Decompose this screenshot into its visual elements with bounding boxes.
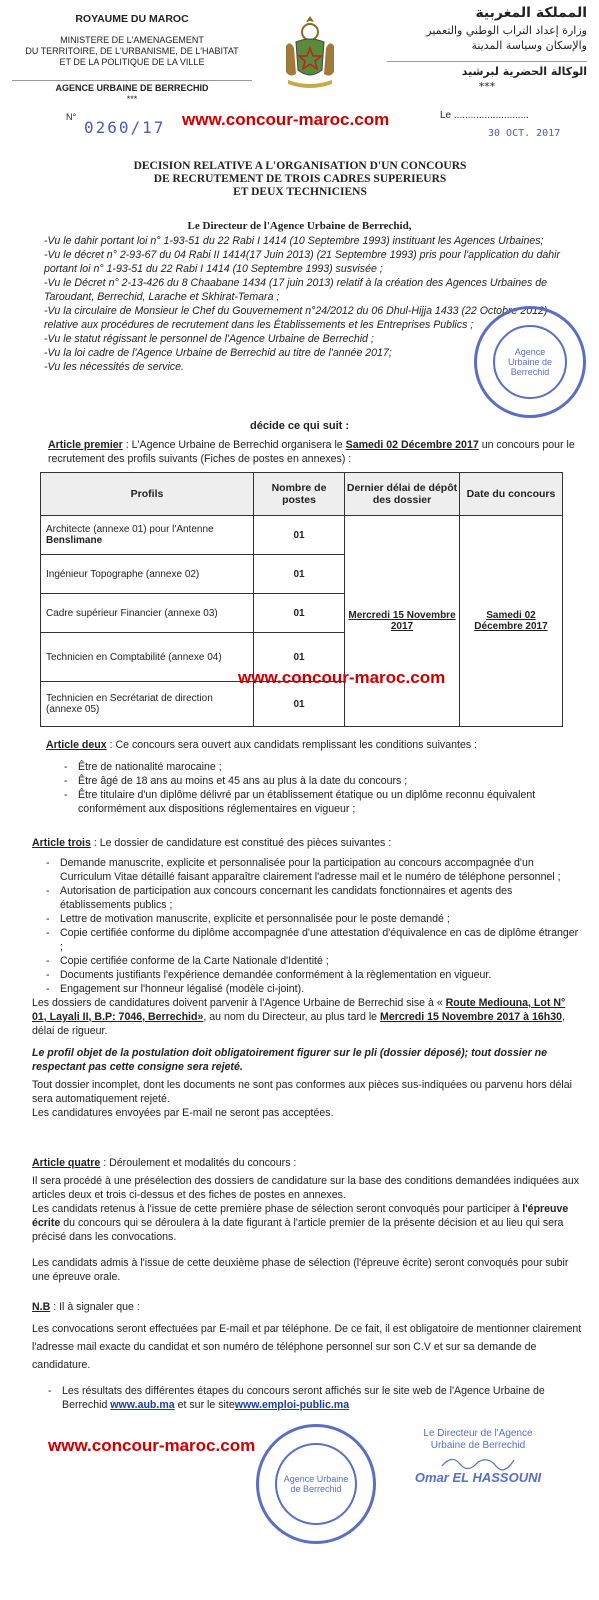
list-item: - Lettre de motivation manuscrite, explicite et personnalisée pour le poste demandé ; <box>46 912 582 926</box>
reference-number: 0260/17 <box>84 118 166 137</box>
profile-name: Cadre supérieur Financier (annexe 03) <box>41 594 254 633</box>
postes-cell: 01 <box>254 633 345 682</box>
article-deux-label: Article deux <box>46 739 107 751</box>
list-item: - Demande manuscrite, explicite et personnalisée pour la participation au concours accompagnée d'un Curriculum Vitae détaillé faisant apparaître clairement l'adresse mail et le numéro de téléphone personnel ; <box>46 856 582 884</box>
list-item: - Être de nationalité marocaine ; <box>64 760 580 774</box>
concours-date-cell: Samedi 02 Décembre 2017 <box>460 516 563 727</box>
decide-heading: décide ce qui suit : <box>249 420 350 432</box>
signature-scribble-icon <box>438 1452 518 1472</box>
profile-name: Architecte (annexe 01) pour l'Antenne <box>46 524 214 535</box>
vu-item: -Vu les nécessités de service. <box>44 361 184 373</box>
list-item: - Autorisation de participation aux concours concernant les candidats fonctionnaires et agents des établissements publics ; <box>46 884 582 912</box>
nb-intro: : Il à signaler que : <box>50 1301 140 1313</box>
header-right-block <box>387 6 587 94</box>
list-item: - Copie certifiée conforme du diplôme accompagnée d'une attestation d'équivalence en cas de diplôme étranger ; <box>46 926 582 954</box>
incomplete-paragraph: Tout dossier incomplet, dont les documents ne sont pas conformes aux pièces sus-indiquées ou parvenu hors délai sera automatiquement rejeté. <box>32 1079 573 1105</box>
conditions-list <box>64 760 580 816</box>
article-quatre-p3: Les candidats admis à l'issue de cette deuxième phase de sélection (l'épreuve écrite) seront convoqués pour subir une épreuve orale. <box>32 1257 569 1283</box>
list-item: - Copie certifiée conforme de la Carte Nationale d'Identité ; <box>46 954 582 968</box>
vu-item: -Vu le statut régissant le personnel de l'Agence Urbaine de Berrechid ; <box>44 333 374 345</box>
list-item <box>48 1384 582 1412</box>
ministry-line-ar-2: والإسكان وسياسة المدينة <box>471 39 587 52</box>
article-deux <box>46 738 580 816</box>
list-item: - Être âgé de 18 ans au moins et 45 ans au plus à la date du concours ; <box>64 774 580 788</box>
document-title <box>100 160 500 199</box>
kingdom-label: ROYAUME DU MAROC <box>75 13 189 25</box>
signature-name: Omar EL HASSOUNI <box>414 1470 542 1485</box>
postes-cell: 01 <box>254 682 345 727</box>
aub-link[interactable]: www.aub.ma <box>110 1399 175 1411</box>
header-profils: Profils <box>41 473 254 516</box>
article-premier-date: Samedi 02 Décembre 2017 <box>345 439 479 451</box>
vu-item: -Vu le Décret n° 2-13-426 du 8 Chaabane 1434 (17 juin 2013) relatif à la création des Agences Urbaines de Taroudant, Berrechid, Larache et Skhirat-Temara ; <box>44 277 548 303</box>
watermark-bottom: www.concour-maroc.com <box>48 1436 256 1455</box>
signature-block <box>378 1428 578 1484</box>
nb-p1: Les convocations seront effectuées par E-mail et par téléphone. De ce fait, il est obligatoire de mentionner clairement l'adresse mail exacte du candidat et son numéro de téléphone personnel sur son C.V et sur sa demande de candidature. <box>32 1323 582 1371</box>
nb-section <box>32 1300 582 1412</box>
email-paragraph: Les candidatures envoyées par E-mail ne seront pas acceptées. <box>32 1107 334 1119</box>
official-stamp-top: Agence Urbaine de Berrechid <box>474 306 586 418</box>
dossiers-text-b: , au nom du Directeur, au plus tard le <box>203 1011 381 1023</box>
postes-cell: 01 <box>254 555 345 594</box>
agency-label: AGENCE URBAINE DE BERRECHID <box>12 80 252 94</box>
title-line-2: DE RECRUTEMENT DE TROIS CADRES SUPERIEURS <box>153 173 447 185</box>
royal-emblem-icon <box>280 12 340 92</box>
article-premier-label: Article premier <box>48 439 123 451</box>
dossiers-text-a: Les dossiers de candidatures doivent parvenir à l'Agence Urbaine de Berrechid sise à « <box>32 997 446 1009</box>
stars-divider-ar: *** <box>478 80 496 93</box>
profile-name: Ingénieur Topographe (annexe 02) <box>41 555 254 594</box>
date-stamp: 30 OCT. 2017 <box>488 128 561 139</box>
article-deux-intro: : Ce concours sera ouvert aux candidats remplissant les conditions suivantes : <box>106 739 478 751</box>
warning-paragraph: Le profil objet de la postulation doit obligatoirement figurer sur le pli (dossier déposé); tout dossier ne respectant pas cette consigne sera rejeté. <box>32 1047 548 1073</box>
header-left-block <box>12 14 252 105</box>
nb-label: N.B <box>32 1301 51 1313</box>
article-trois-intro: : Le dossier de candidature est constitué des pièces suivantes : <box>90 837 392 849</box>
list-item: - Documents justifiants l'expérience demandée conformément à la règlementation en vigueur. <box>46 968 582 982</box>
nb-p2-text-a: Les résultats des différentes étapes du concours seront affichés sur le site web de l'Agence Urbaine de Berrechid <box>62 1385 545 1411</box>
article-quatre-p1: Il sera procédé à une présélection des dossiers de candidature sur la base des conditions demandées indiquées aux articles deux et trois ci-dessus et des fiches de postes en annexes. <box>32 1175 580 1201</box>
emploi-public-link[interactable]: www.emploi-public.ma <box>234 1399 350 1411</box>
p2-text-a: Les candidats retenus à l'issue de cette première phase de sélection seront convoqués pour participer à <box>32 1203 523 1215</box>
article-premier <box>48 438 580 466</box>
watermark-top: www.concour-maroc.com <box>182 110 390 129</box>
dossiers-deadline: Mercredi 15 Novembre 2017 à 16h30 <box>380 1011 562 1023</box>
agency-label-ar: الوكالة الحضرية لبرشيد <box>387 61 587 79</box>
profiles-table <box>40 472 563 727</box>
article-quatre-intro: : Déroulement et modalités du concours : <box>100 1157 297 1169</box>
article-quatre-label: Article quatre <box>32 1157 101 1169</box>
profile-name: Technicien en Secrétariat de direction (annexe 05) <box>41 682 254 727</box>
postes-cell: 01 <box>254 594 345 633</box>
article-trois-label: Article trois <box>32 837 91 849</box>
watermark-middle: www.concour-maroc.com <box>238 668 446 687</box>
agency-address: Route Mediouna, Lot N° 01, Layali II, B.P: 7046, Berrechid» <box>32 997 566 1023</box>
list-item: - Engagement sur l'honneur légalisé (modèle ci-joint). <box>46 982 582 996</box>
nb-list <box>48 1384 582 1412</box>
stars-divider: *** <box>126 94 138 104</box>
signature-title-2: Urbaine de Berrechid <box>430 1440 526 1451</box>
table-header-row <box>41 473 563 516</box>
vu-item: -Vu le décret n° 2-93-67 du 04 Rabi II 1414(17 Juin 2013) (21 Septembre 1993) pris pour l'application du dahir portant loi n° 1-93-51 du 22 Rabi I 1414 (10 Septembre 1993) susvisée ; <box>44 249 561 275</box>
dossiers-paragraph <box>32 996 582 1038</box>
header-date-concours: Date du concours <box>460 473 563 516</box>
signature-title-1: Le Directeur de l'Agence <box>423 1428 533 1439</box>
postes-cell: 01 <box>254 516 345 555</box>
list-item: - Être titulaire d'un diplôme délivré par un établissement étatique ou un diplôme reconnu équivalent conformément aux dispositions réglementaires en vigueur ; <box>64 788 580 816</box>
title-line-3: ET DEUX TECHNICIENS <box>233 186 367 198</box>
director-line: Le Directeur de l'Agence Urbaine de Berrechid, <box>187 220 412 232</box>
header-postes: Nombre de postes <box>254 473 345 516</box>
p2-bold: l'épreuve écrite <box>32 1203 569 1229</box>
reference-label: N° <box>66 112 77 122</box>
ministry-line-3: ET DE LA POLITIQUE DE LA VILLE <box>59 57 205 67</box>
p2-text-b: du concours qui se déroulera à la date figurant à l'article premier de la présente décision et au lieu qui sera précisé dans les convocations. <box>32 1217 564 1243</box>
ministry-line-2: DU TERRITOIRE, DE L'URBANISME, DE L'HABITAT <box>25 46 239 56</box>
ministry-line-ar-1: وزارة إعداد التراب الوطني والتعمير <box>426 24 587 37</box>
article-quatre-p2 <box>32 1202 582 1244</box>
nb-p2-text-b: et sur le site <box>174 1399 235 1411</box>
date-label: Le ........................... <box>440 110 529 121</box>
deadline-cell: Mercredi 15 Novembre 2017 <box>345 516 460 727</box>
profile-name-bold: Benslimane <box>46 535 103 546</box>
article-premier-text-b: un concours pour le recrutement des profils suivants (Fiches de postes en annexes) : <box>48 439 575 465</box>
ministry-line-1: MINISTERE DE L'AMENAGEMENT <box>60 35 204 45</box>
official-stamp-bottom: Agence Urbaine de Berrechid <box>256 1424 376 1544</box>
article-quatre <box>32 1156 582 1284</box>
dossiers-text-c: , délai de rigueur. <box>32 1011 565 1037</box>
profile-cell <box>41 516 254 555</box>
profile-name: Technicien en Comptabilité (annexe 04) <box>41 633 254 682</box>
table-row <box>41 516 563 555</box>
kingdom-label-ar: المملكة المغربية <box>475 5 587 21</box>
header-delai: Dernier délai de dépôt des dossier <box>345 473 460 516</box>
vu-item: -Vu la loi cadre de l'Agence Urbaine de Berrechid au titre de l'année 2017; <box>44 347 392 359</box>
article-trois <box>32 836 582 1120</box>
pieces-list <box>46 856 582 996</box>
vu-item: -Vu le dahir portant loi n° 1-93-51 du 22 Rabi I 1414 (10 Septembre 1993) instituant les Agences Urbaines; <box>44 235 544 247</box>
article-premier-text-a: : L'Agence Urbaine de Berrechid organisera le <box>122 439 346 451</box>
title-line-1: DECISION RELATIVE A L'ORGANISATION D'UN CONCOURS <box>133 160 467 172</box>
vu-item: -Vu la circulaire de Monsieur le Chef du Gouvernement n°24/2012 du 06 Dhul-Hijja 1433 (22 Octobre 2012) relative aux procédures de recrutement dans les Établissements et les Entreprises Publics ; <box>44 305 548 331</box>
